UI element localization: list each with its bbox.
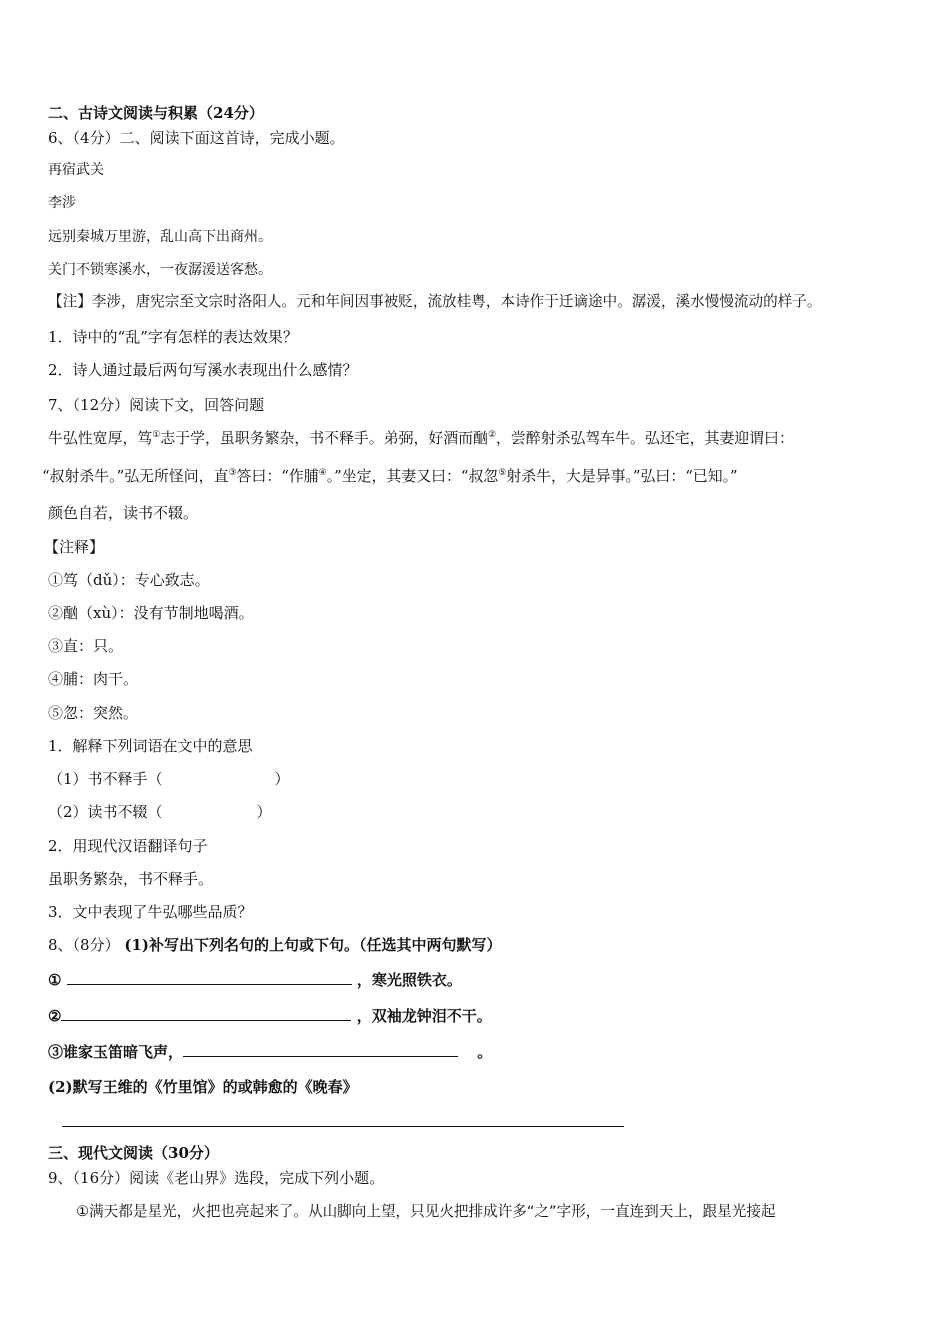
question-8-instruction: (1)补写出下列名句的上句或下句。（任选其中两句默写） (124, 936, 502, 954)
passage-text: 志于学，虽职务繁杂，书不释手。弟弼，好酒而酗 (160, 429, 488, 447)
passage-text: “叔射杀牛。”弘无所怪问，直 (42, 467, 229, 485)
fill-text: ，寒光照铁衣。 (356, 971, 462, 989)
sub-item-close: ） (274, 770, 290, 788)
fill-blank[interactable] (183, 1042, 458, 1057)
sub-item-close: ） (256, 803, 272, 821)
poem-title: 再宿武关 (48, 162, 104, 178)
question-8-part-2: (2)默写王维的《竹里馆》的或韩愈的《晚春》 (48, 1078, 358, 1096)
fill-line-2 (48, 1006, 492, 1026)
sub-item-label: （2）读书不辍（ (48, 803, 163, 821)
question-7-sub-1: 1．解释下列词语在文中的意思 (48, 737, 253, 755)
fill-number: ① (48, 971, 62, 989)
section-title-modern-reading: 三、现代文阅读（30分） (48, 1144, 219, 1162)
annotation-heading: 【注释】 (44, 538, 105, 556)
question-6-sub-1: 1．诗中的“乱”字有怎样的表达效果？ (48, 328, 298, 346)
passage-text: 答曰：“作脯 (236, 467, 319, 485)
footnote-mark: ④ (318, 468, 327, 479)
question-7-heading: 7、（12分）阅读下文，回答问题 (48, 396, 265, 414)
poem-author: 李涉 (48, 195, 76, 211)
fill-text: ，双袖龙钟泪不干。 (356, 1007, 492, 1025)
fill-blank[interactable] (67, 970, 352, 985)
passage-text: 射杀牛，大是异事。”弘曰：“已知。” (506, 467, 738, 485)
question-7-sub-1a (48, 769, 290, 789)
fill-line-3 (48, 1042, 492, 1062)
footnote-mark: ① (152, 430, 161, 441)
passage-text: ，尝醉射杀弘驾车牛。弘还宅，其妻迎谓曰： (496, 429, 794, 447)
annotation-5: ⑤忽：突然。 (48, 704, 139, 722)
poem-line-1: 远别秦城万里游，乱山高下出商州。 (48, 229, 272, 245)
question-7-sub-3: 3．文中表现了牛弘哪些品质？ (48, 903, 253, 921)
footnote-mark: ② (487, 430, 497, 441)
fill-number: ② (48, 1007, 62, 1025)
fill-end: 。 (477, 1043, 493, 1061)
question-8-heading (48, 935, 502, 955)
section-title-ancient-poetry: 二、古诗文阅读与积累（24分） (48, 104, 264, 122)
fill-text: ③谁家玉笛暗飞声， (48, 1043, 184, 1061)
question-6-sub-2: 2．诗人通过最后两句写溪水表现出什么感情？ (48, 361, 358, 379)
question-6-heading: 6、（4分）二、阅读下面这首诗，完成小题。 (48, 129, 345, 147)
passage-text: 。”坐定，其妻又曰：“叔忽 (326, 467, 499, 485)
answer-line[interactable] (62, 1126, 624, 1127)
poem-line-2: 关门不锁寒溪水，一夜潺湲送客愁。 (48, 262, 272, 278)
question-7-sub-1b (48, 802, 272, 822)
question-7-sub-2: 2．用现代汉语翻译句子 (48, 837, 208, 855)
reading-paragraph-1: ①满天都是星光，火把也亮起来了。从山脚向上望，只见火把排成许多“之”字形，一直连到天上，跟星光接起 (76, 1203, 776, 1220)
translate-sentence: 虽职务繁杂，书不释手。 (48, 870, 214, 888)
question-9-heading: 9、（16分）阅读《老山界》选段，完成下列小题。 (48, 1169, 385, 1187)
passage-line-3: 颜色自若，读书不辍。 (48, 504, 199, 522)
passage-text: 牛弘性宽厚，笃 (48, 429, 153, 447)
sub-item-label: （1）书不释手（ (48, 770, 163, 788)
fill-line-1 (48, 970, 462, 990)
footnote-mark: ⑤ (498, 468, 507, 479)
annotation-4: ④脯：肉干。 (48, 670, 139, 688)
annotation-2: ②酗（xù）：没有节制地喝酒。 (48, 604, 254, 622)
passage-line-2 (42, 466, 738, 486)
question-8-number: 8、（8分） (48, 936, 120, 954)
annotation-3: ③直：只。 (48, 637, 124, 655)
fill-blank[interactable] (61, 1006, 351, 1021)
annotation-1: ①笃（dǔ）：专心致志。 (48, 571, 210, 589)
poem-note: 【注】李涉，唐宪宗至文宗时洛阳人。元和年间因事被贬，流放桂粤，本诗作于迁谪途中。潺湲，溪水慢慢流动的样子。 (48, 293, 822, 310)
passage-line-1 (48, 428, 794, 448)
footnote-mark: ③ (228, 468, 237, 479)
